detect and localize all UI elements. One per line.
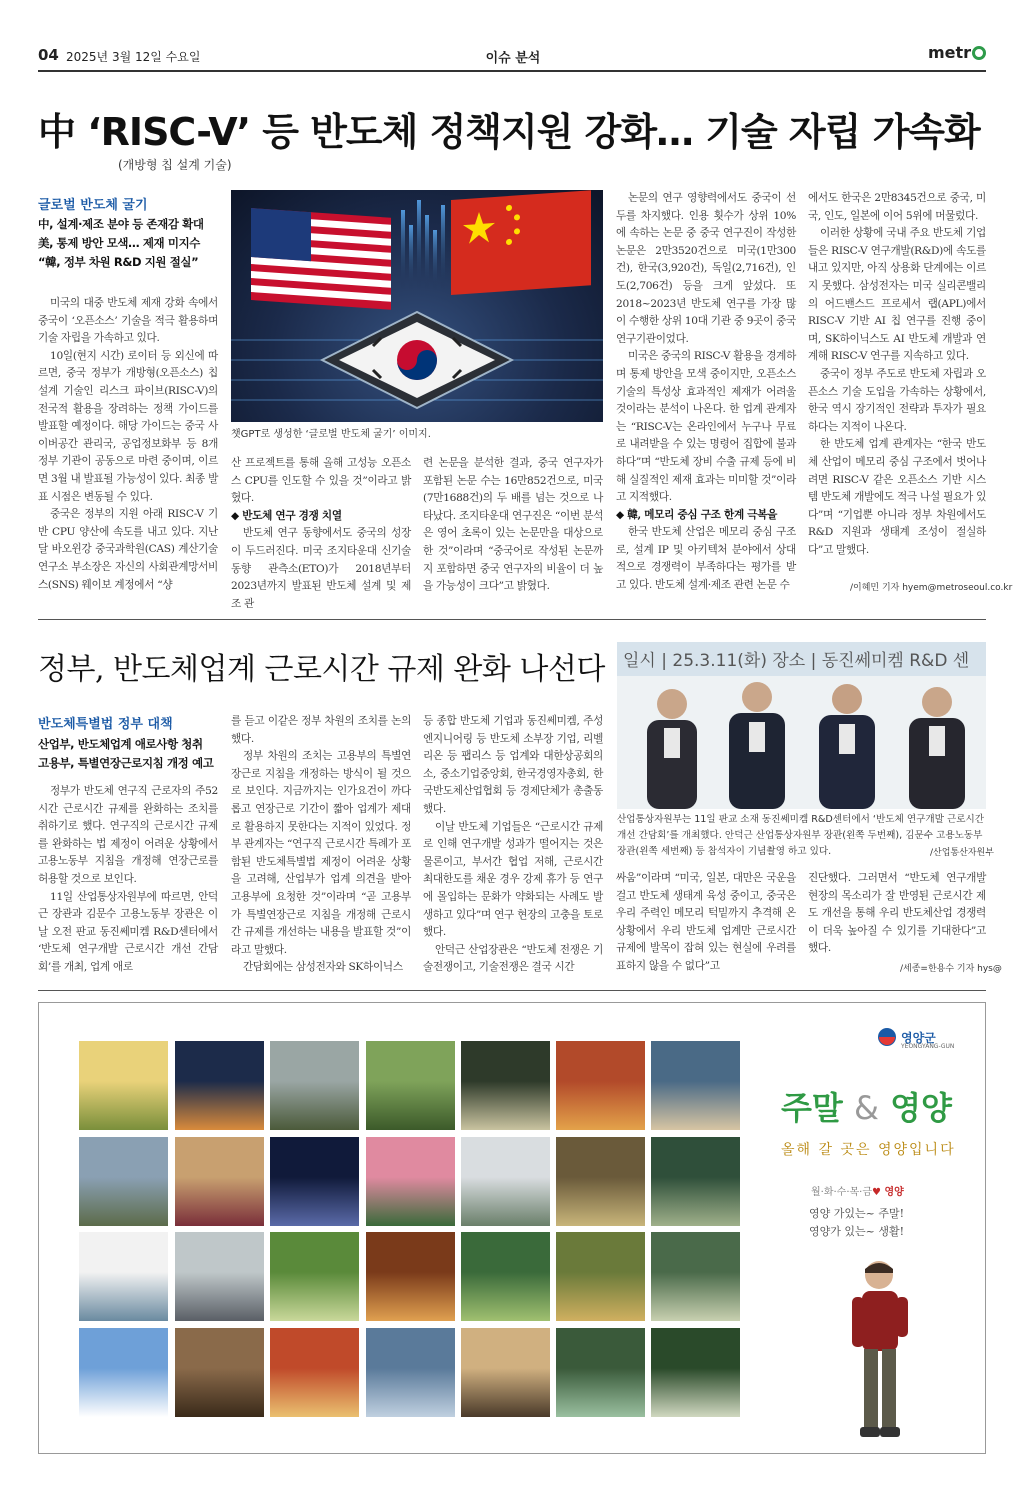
article1-column-3	[423, 455, 603, 596]
header-rule	[38, 70, 986, 72]
meeting-photo	[617, 642, 986, 809]
paragraph: 진단했다. 그러면서 “반도체 연구개발 현장의 목소리가 잘 반영된 근로시간 제도 개선을 통해 우리 반도체산업 경쟁력이 더욱 높아질 수 있기를 기대한다”고 했다.	[808, 872, 986, 955]
paragraph: 안덕근 산업장관은 “반도체 전쟁은 기술전쟁이고, 기술전쟁은 결국 시간	[423, 943, 603, 974]
ad-photo-tile	[461, 1041, 550, 1130]
ad-slogan-line2: 영양가 있는~ 생활!	[809, 1225, 905, 1238]
article2-column-4	[616, 870, 796, 976]
article1-column-1	[38, 295, 218, 594]
chip-flags-illustration	[231, 190, 603, 422]
metro-logo: metr	[928, 43, 986, 62]
paragraph: 한국 반도체 산업은 메모리 중심 구조로, 설계 IP 및 아키텍처 분야에서 상대적으로 경쟁력이 부족하다는 평가를 받고 있다. 반도체 설계·제조 관련 논문 수	[616, 526, 796, 592]
global-semiconductor-image	[231, 190, 603, 422]
article2-kicker: 반도체특별법 정부 대책	[38, 717, 173, 732]
paragraph: 10일(현지 시간) 로이터 등 외신에 따르면, 중국 정부가 개방형(오픈소스) 칩 설계 기술인 리스크 파이브(RISC-V)의 전국적 활용을 장려하는 정책 가이드를 발표할 예정이다. 해당 가이드는 중국 사이버공간 관리국, 공업정보화부 등 8개 정부 기관이 공동으로 마련 중이며, 이르면 3월 내 발표될 가능성이 있다. 최종 발표 시점은 변동될 수 있다.	[38, 349, 218, 503]
article1-subtitle: (개방형 칩 설계 기술)	[118, 158, 232, 172]
ad-photo-tile	[556, 1137, 645, 1226]
ad-photo-tile	[270, 1041, 359, 1130]
ad-photo-tile	[270, 1232, 359, 1321]
ad-photo-tile	[461, 1232, 550, 1321]
deck-line: 고용부, 특별연장근로지침 개정 예고	[38, 756, 214, 770]
ad-photo-tile	[79, 1137, 168, 1226]
ad-photo-tile	[651, 1137, 740, 1226]
meeting-photo-illustration	[617, 642, 986, 809]
ad-photo-tile	[175, 1328, 264, 1417]
paragraph: 한 반도체 업계 관계자는 “한국 반도체 산업이 메모리 중심 구조에서 벗어나려면 RISC-V 같은 오픈소스 기반 시스템 반도체 개발에도 적극 나설 필요가 있다”며 “기업뿐 아니라 정부 차원에서도 R&D 지원과 생태계 조성이 절실하다”고 말했다.	[808, 438, 986, 556]
ad-logo-sub: YEONGYANG-GUN	[901, 1043, 955, 1050]
ad-logo: 영양군	[901, 1031, 936, 1045]
paragraph: 논문의 연구 영향력에서도 중국이 선두를 차지했다. 인용 횟수가 상위 10%에 속하는 논문 중 중국 연구진이 작성한 논문은 2만3520건으로 미국(1만300건), 한국(3,920건), 독일(2,716건), 인도(2,706건) 등을 크게 앞섰다. 또 2018~2023년 반도체 연구를 가장 많이 수행한 상위 10대 기관 중 9곳이 중국 연구기관이었다.	[616, 192, 796, 345]
ad-photo-tile	[366, 1232, 455, 1321]
paragraph: 간담회에는 삼성전자와 SK하이닉스	[243, 961, 403, 974]
paragraph: 미국은 중국의 RISC-V 활용을 경계하며 통제 방안을 모색 중이지만, 오픈소스 기술의 특성상 효과적인 제재가 어려울 것이라는 분석이 나온다. 한 업계 관계자는 “RISC-V는 온라인에서 누구나 무료로 내려받을 수 있는 명령어 집합에 불과하다”며 “반도체 장비 수출 규제 등에 비해 실질적인 제재 효과는 미미할 것”이라고 지적했다.	[616, 350, 796, 504]
ad-days: 월·화·수·목·금♥ 영양	[811, 1187, 904, 1198]
article1-column-4	[616, 190, 796, 595]
paragraph: 중국이 정부 주도로 반도체 자립과 오픈소스 기술 도입을 가속하는 상황에서, 한국 역시 장기적인 전략과 투자가 필요하다는 지적이 나온다.	[808, 367, 986, 433]
ad-photo-tile	[270, 1328, 359, 1417]
article1-deck	[38, 215, 223, 272]
page-number: 04	[38, 46, 59, 64]
ad-photo-tile	[366, 1041, 455, 1130]
ad-photo-tile	[79, 1232, 168, 1321]
paragraph: 정부 차원의 조치는 고용부의 특별연장근로 지침을 개정하는 방식이 될 것으로 보인다. 지금까지는 인가요건이 까다롭고 연장근로 기간이 짧아 업계가 제대로 활용하지 못한다는 지적이 있었다. 정부 관계자는 “연구직 근로시간 특례가 포함된 반도체특별법 제정이 어려운 상황을 고려해, 산업부가 업계 의견을 받아 고용부에 요청한 것”이라며 “곧 고용부가 특별연장근로 지침을 개정해 근로시간 규제를 개선하는 내용을 발표할 것”이라고 말했다.	[231, 750, 411, 956]
article1-headline: 中 ‘RISC-V’ 등 반도체 정책지원 강화… 기술 자립 가속화	[38, 110, 980, 154]
subhead: ◆ 韓, 메모리 중심 구조 한계 극복을	[616, 508, 778, 521]
article1-byline: /이혜민 기자 hyem@metroseoul.co.kr	[850, 583, 1013, 593]
page-header	[38, 40, 986, 70]
hiker-figure	[834, 1253, 924, 1448]
paragraph: 싸움”이라며 “미국, 일본, 대만은 국운을 걸고 반도체 생태계 육성 중이고, 중국은 우리 주력인 메모리 턱밑까지 추격해 온 상황에서 우리 반도체 업계만 근로시간 규제에 발목이 잡혀 있는 현실에 우려를 표하지 않을 수 없다”고	[616, 872, 796, 972]
article2-column-3	[423, 713, 603, 977]
paragraph: 정부가 반도체 연구직 근로자의 주52시간 근로시간 규제를 완화하는 조치를 취하기로 했다. 연구직의 근로시간 규제를 완화하는 법 제정이 어려운 상황에서 고용노동부 지침을 개정해 연장근로를 허용할 것으로 보인다.	[38, 785, 218, 885]
ad-photo-tile	[79, 1328, 168, 1417]
paragraph: 등 종합 반도체 기업과 동진쎄미켐, 주성엔지니어링 등 반도체 소부장 기업, 리벨리온 등 팹리스 등 업계와 대한상공회의소, 중소기업중앙회, 한국경영자총회, 한국반도체산업협회 등 경제단체가 총출동했다.	[423, 715, 603, 815]
ad-title-a: 주말	[781, 1089, 843, 1127]
ad-photo-tile	[461, 1137, 550, 1226]
paragraph: 중국은 정부의 지원 아래 RISC-V 기반 CPU 양산에 속도를 내고 있다. 지난달 바오윈강 중국과학원(CAS) 계산기술연구소 부소장은 자신의 사회관계망서비스(SNS) 웨이보 계정에서 “샹	[38, 508, 218, 591]
paragraph: 반도체 연구 동향에서도 중국의 성장이 두드러진다. 미국 조지타운대 신기술동향 관측소(ETO)가 2018년부터 2023년까지 발표된 반도체 설계 및 제조 관	[231, 527, 411, 610]
article-divider	[38, 619, 986, 620]
paragraph: 이날 반도체 기업들은 “근로시간 규제로 인해 연구개발 성과가 떨어지는 것은 물론이고, 부서간 협업 저해, 근로시간 최대한도를 채운 경우 강제 휴가 등 연구에 몰입하는 문화가 약화되는 사례도 발생하고 있다”며 연구 현장의 고충을 토로했다.	[423, 820, 603, 939]
article1-photo-caption: 챗GPT로 생성한 ‘글로벌 반도체 굴기’ 이미지.	[231, 429, 431, 440]
deck-line: 산업부, 반도체업계 애로사항 청취	[38, 737, 203, 751]
article2-deck	[38, 735, 223, 773]
paragraph: 를 듣고 이같은 정부 차원의 조치를 논의했다.	[231, 715, 411, 745]
subhead: ◆ 반도체 연구 경쟁 치열	[231, 509, 342, 522]
deck-line: 美, 통제 방안 모색… 제재 미지수	[38, 236, 200, 250]
paragraph: 산 프로젝트를 통해 올해 고성능 오픈소스 CPU를 인도할 수 있을 것”이라고 밝혔다.	[231, 457, 411, 505]
section-title: 이슈 분석	[485, 51, 541, 66]
ad-slogan-line1: 영양 가있는~ 주말!	[809, 1207, 905, 1220]
ad-title-b: 영양	[890, 1089, 952, 1127]
article2-photo-caption: 산업통상자원부는 11일 판교 소재 동진쎄미켐 R&D센터에서 ‘반도체 연구개발 근로시간 개선 간담회’를 개최했다. 안덕근 산업통상자원부 장관(왼쪽 두번째), 김문수 고용노동부 장관(왼쪽 세번째) 등 참석자이 기념촬영 하고 있다.	[617, 814, 985, 857]
logo-o-icon	[972, 46, 986, 60]
paragraph: 미국의 대중 반도체 제재 강화 속에서 중국이 ‘오픈소스’ 기술을 적극 활용하며 기술 자립을 가속하고 있다.	[38, 297, 218, 345]
ad-photo-tile	[556, 1328, 645, 1417]
article1-column-2	[231, 455, 411, 613]
ad-photo-tile	[651, 1232, 740, 1321]
ad-photo-tile	[651, 1328, 740, 1417]
ad-photo-tile	[79, 1041, 168, 1130]
ad-photo-tile	[175, 1232, 264, 1321]
ad-title	[781, 1083, 952, 1129]
ad-photo-tile	[461, 1328, 550, 1417]
article2-photo-credit: /산업통산자원부	[930, 848, 994, 858]
ad-photo-tile	[556, 1041, 645, 1130]
ad-photo-tile	[651, 1041, 740, 1130]
paragraph: 11일 산업통상자원부에 따르면, 안덕근 장관과 김문수 고용노동부 장관은 이날 오전 판교 동진쎄미켐 R&D센터에서 ‘반도체 연구개발 근로시간 개선 간담회’를 개최, 업계 애로	[38, 890, 218, 973]
paragraph: 이러한 상황에 국내 주요 반도체 기업들은 RISC-V 연구개발(R&D)에 속도를 내고 있지만, 아직 상용화 단계에는 이르지 못했다. 삼성전자는 미국 실리콘밸리의 어드밴스드 프로세서 랩(APL)에서 RISC-V 기반 AI 칩 연구를 진행 중이며, SK하이닉스도 AI 반도체 개발과 연계해 RISC-V 연구를 지속하고 있다.	[808, 227, 986, 363]
paragraph: 련 논문을 분석한 결과, 중국 연구자가 포함된 논문 수는 16만852건으로, 미국(7만1688건)의 두 배를 넘는 것으로 나타났다. 조지타운대 연구진은 “이번 분석은 영어 초록이 있는 논문만을 대상으로 한 것”이라며 “중국어로 작성된 논문까지 포함하면 중국 연구자의 비율이 더 높을 가능성이 크다”고 밝혔다.	[423, 457, 603, 593]
article2-headline: 정부, 반도체업계 근로시간 규제 완화 나선다	[38, 652, 605, 687]
article-divider	[38, 990, 986, 991]
ad-tagline: 올해 갈 곳은 영양입니다	[781, 1142, 956, 1158]
issue-date: 2025년 3월 12일 수요일	[66, 50, 201, 64]
article2-column-2	[231, 713, 411, 977]
photo-banner: 일시 | 25.3.11(화) 장소 | 동진쎄미켐 R&D 센	[623, 651, 970, 671]
article1-column-5	[808, 190, 986, 559]
deck-line: “韓, 정부 차원 R&D 지원 절실”	[38, 255, 199, 269]
article1-kicker: 글로벌 반도체 굴기	[38, 198, 148, 213]
ad-photo-tile	[366, 1137, 455, 1226]
article2-column-1	[38, 783, 218, 977]
yeongyang-emblem-icon	[877, 1027, 897, 1047]
ad-title-amp: &	[853, 1089, 879, 1127]
ad-photo-tile	[366, 1328, 455, 1417]
ad-photo-tile	[270, 1137, 359, 1226]
ad-photo-tile	[175, 1041, 264, 1130]
paragraph: 에서도 한국은 2만8345건으로 중국, 미국, 인도, 일본에 이어 5위에 머물렀다.	[808, 192, 986, 222]
article2-byline: /세종=한용수 기자 hys@	[900, 964, 1002, 974]
article2-column-5	[808, 870, 986, 958]
deck-line: 中, 설계·제조 분야 등 존재감 확대	[38, 217, 204, 231]
ad-photo-tile	[556, 1232, 645, 1321]
yeongyang-advertisement	[38, 1002, 986, 1454]
ad-photo-tile	[175, 1137, 264, 1226]
